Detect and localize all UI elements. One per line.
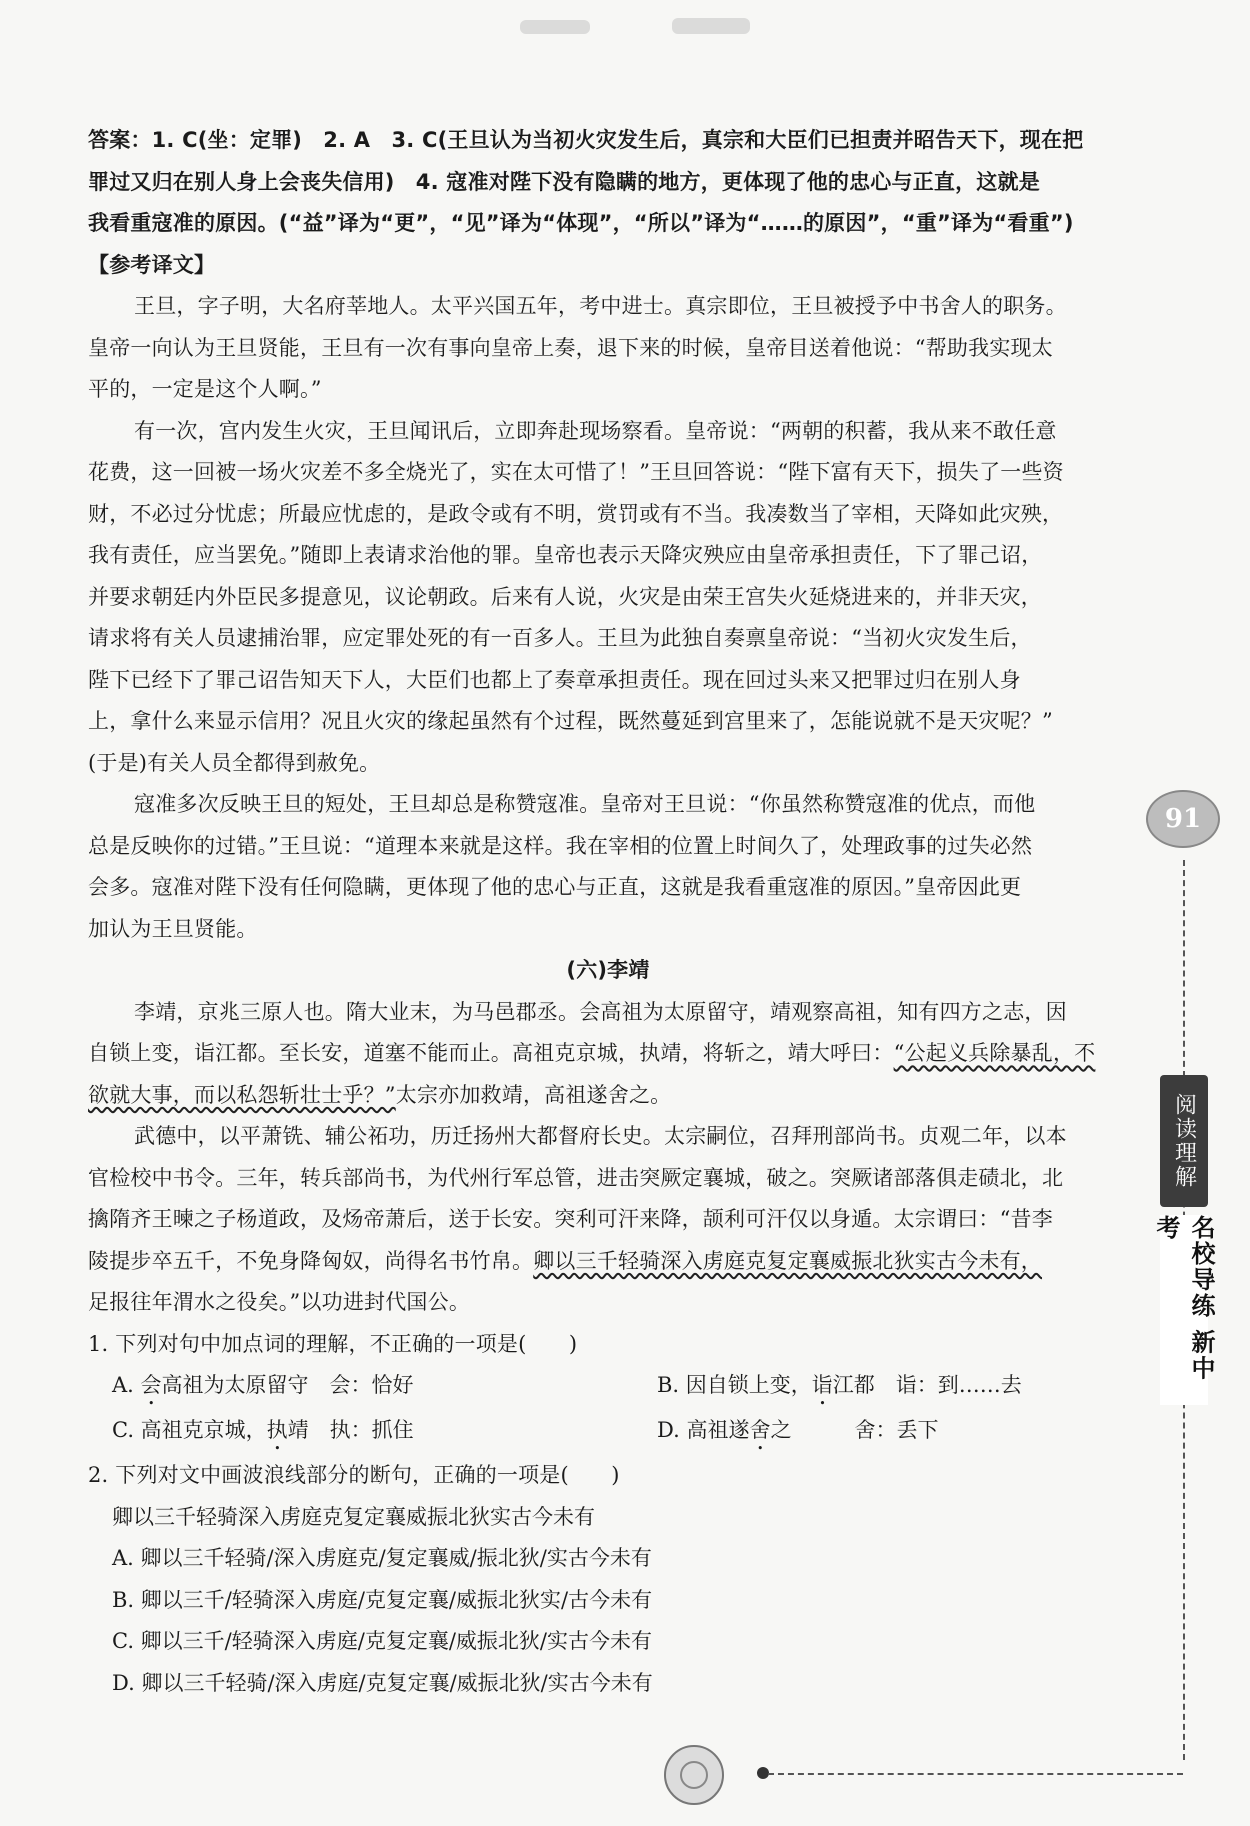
option-c: C. 卿以三千/轻骑深入虏庭/克复定襄/威振北狄/实古今未有 <box>112 1629 652 1653</box>
answer-line: 答案：1. C(坐：定罪) 2. A 3. C(王旦认为当初火灾发生后，真宗和大臣们已担责并昭告天下，现在把 <box>88 128 1084 152</box>
dotted-word: 执 <box>266 1418 288 1442</box>
wavy-underlined-text: 欲就大事，而以私怨斩壮士乎？” <box>88 1082 396 1107</box>
text-line <box>88 1241 1128 1283</box>
option-b <box>657 1365 1022 1410</box>
section-tab <box>1160 1075 1208 1207</box>
translation-line: 陛下已经下了罪己诏告知天下人，大臣们也都上了奏章承担责任。现在回过头来又把罪过归在别人身 <box>88 667 1021 692</box>
option-text: 江都 诣：到……去 <box>832 1373 1022 1397</box>
publisher-seal-icon <box>664 1745 724 1805</box>
question-1 <box>88 1324 1128 1456</box>
translation-line: 王旦，字子明，大名府莘地人。太平兴国五年，考中进士。真宗即位，王旦被授予中书舍人的职务。 <box>134 294 1067 318</box>
translation-heading: 【参考译文】 <box>88 252 216 277</box>
option-row <box>88 1410 1128 1455</box>
dotted-word: 会 <box>140 1373 162 1397</box>
option-text: B. 因自锁上变， <box>657 1373 812 1397</box>
dotted-word: 舍 <box>749 1418 771 1442</box>
text-line <box>88 1075 1128 1117</box>
option-text: D. 高祖遂 <box>657 1418 750 1442</box>
question-stem: 2. 下列对文中画波浪线部分的断句，正确的一项是( ) <box>88 1463 620 1487</box>
translation-line: 花费，这一回被一场火灾差不多全烧光了，实在太可惜了！”王旦回答说：“陛下富有天下，损失了一些资 <box>88 460 1064 484</box>
translation-line: 会多。寇准对陛下没有任何隐瞒，更体现了他的忠心与正直，这就是我看重寇准的原因。”皇帝因此更 <box>88 875 1022 899</box>
translation-line: 请求将有关人员逮捕治罪，应定罪处死的有一百多人。王旦为此独自奏禀皇帝说：“当初火灾发生后， <box>88 626 1032 650</box>
text-line: 足报往年渭水之役矣。”以功进封代国公。 <box>88 1290 471 1314</box>
book-title-label: 名校导练 新中考 <box>1152 1215 1215 1382</box>
dotted-word: 诣 <box>811 1373 833 1397</box>
option-c <box>112 1410 657 1455</box>
wavy-underlined-text: 卿以三千轻骑深入虏庭克复定襄威振北狄实古今未有， <box>533 1248 1043 1273</box>
translation-line: 皇帝一向认为王旦贤能，王旦有一次有事向皇帝上奏，退下来的时候，皇帝目送着他说：“帮助我实现太 <box>88 335 1053 360</box>
question-sentence: 卿以三千轻骑深入虏庭克复定襄威振北狄实古今未有 <box>112 1504 595 1529</box>
answer-line: 我看重寇准的原因。(“益”译为“更”，“见”译为“体现”，“所以”译为“……的原因”，“重”译为“看重”) <box>88 211 1074 235</box>
scan-mark <box>520 20 590 34</box>
option-d <box>657 1410 938 1455</box>
scan-mark <box>672 18 750 34</box>
bottom-dashed-border <box>768 1773 1183 1775</box>
translation-line: 并要求朝廷内外臣民多提意见，议论朝政。后来有人说，火灾是由荣王宫失火延烧进来的，并非天灾， <box>88 584 1042 609</box>
page-number-badge: 91 <box>1146 790 1220 848</box>
text-segment: 自锁上变，诣江都。至长安，道塞不能而止。高祖克京城，执靖，将斩之，靖大呼曰： <box>88 1041 894 1065</box>
translation-line: 上，拿什么来显示信用？况且火灾的缘起虽然有个过程，既然蔓延到宫里来了，怎能说就不是天灾呢？” <box>88 709 1053 733</box>
translation-line: 加认为王旦贤能。 <box>88 916 258 941</box>
text-line: 官检校中书令。三年，转兵部尚书，为代州行军总管，进击突厥定襄城，破之。突厥诸部落俱走碛北，北 <box>88 1165 1064 1190</box>
translation-line: 总是反映你的过错。”王旦说：“道理本来就是这样。我在宰相的位置上时间久了，处理政事的过失必然 <box>88 833 1033 858</box>
option-label: A. <box>112 1373 141 1397</box>
text-line: 李靖，京兆三原人也。隋大业末，为马邑郡丞。会高祖为太原留守，靖观察高祖，知有四方之志，因 <box>134 999 1067 1024</box>
text-segment: 陵提步卒五千，不免身降匈奴，尚得名书竹帛。 <box>88 1248 534 1273</box>
text-line: 武德中，以平萧铣、辅公祏功，历迁扬州大都督府长史。太宗嗣位，召拜刑部尚书。贞观二年，以本 <box>134 1124 1067 1148</box>
translation-line: 财，不必过分忧虑；所最应忧虑的，是政令或有不明，赏罚或有不当。我凑数当了宰相，天降如此灾殃， <box>88 501 1064 526</box>
text-segment: 太宗亦加救靖，高祖遂舍之。 <box>395 1082 672 1107</box>
translation-line: 寇准多次反映王旦的短处，王旦却总是称赞寇准。皇帝对王旦说：“你虽然称赞寇准的优点，而他 <box>134 792 1036 816</box>
option-row <box>88 1365 1128 1410</box>
main-content <box>88 120 1128 1704</box>
translation-line: 有一次，宫内发生火灾，王旦闻讯后，立即奔赴现场察看。皇帝说：“两朝的积蓄，我从来不敢任意 <box>134 418 1057 443</box>
translation-line: 我有责任，应当罢免。”随即上表请求治他的罪。皇帝也表示天降灾殃应由皇帝承担责任，下了罪己诏， <box>88 543 1043 567</box>
option-d: D. 卿以三千轻骑/深入虏庭/克复定襄/威振北狄/实古今未有 <box>112 1670 653 1695</box>
translation-line: (于是)有关人员全都得到赦免。 <box>88 750 381 775</box>
option-a <box>112 1365 657 1410</box>
section-title: (六)李靖 <box>566 958 650 982</box>
option-text: 之 舍：丢下 <box>770 1418 939 1442</box>
section-tab-label: 阅读理解 <box>1171 1093 1197 1189</box>
classical-text <box>88 992 1128 1324</box>
text-line: 擒隋齐王暕之子杨道政，及炀帝萧后，送于长安。突利可汗来降，颉利可汗仅以身遁。太宗谓曰：“昔李 <box>88 1207 1053 1231</box>
option-a: A. 卿以三千轻骑/深入虏庭克/复定襄威/振北狄/实古今未有 <box>112 1546 652 1570</box>
book-title-tab <box>1152 1215 1215 1405</box>
answer-line: 罪过又归在别人身上会丧失信用) 4. 寇准对陛下没有隐瞒的地方，更体现了他的忠心与正直，这就是 <box>88 169 1040 194</box>
question-2 <box>88 1455 1128 1704</box>
question-stem: 1. 下列对句中加点词的理解，不正确的一项是( ) <box>88 1331 578 1356</box>
translation-block <box>88 286 1128 950</box>
option-b: B. 卿以三千/轻骑深入虏庭/克复定襄/威振北狄实/古今未有 <box>112 1587 653 1612</box>
answer-block <box>88 120 1128 286</box>
option-text: C. 高祖克京城， <box>112 1418 267 1442</box>
text-line <box>88 1033 1128 1075</box>
translation-line: 平的，一定是这个人啊。” <box>88 377 322 401</box>
option-text: 靖 执：抓住 <box>287 1418 414 1442</box>
wavy-underlined-text: “公起义兵除暴乱，不 <box>893 1041 1096 1065</box>
option-text: 高祖为太原留守 会：恰好 <box>161 1373 414 1397</box>
